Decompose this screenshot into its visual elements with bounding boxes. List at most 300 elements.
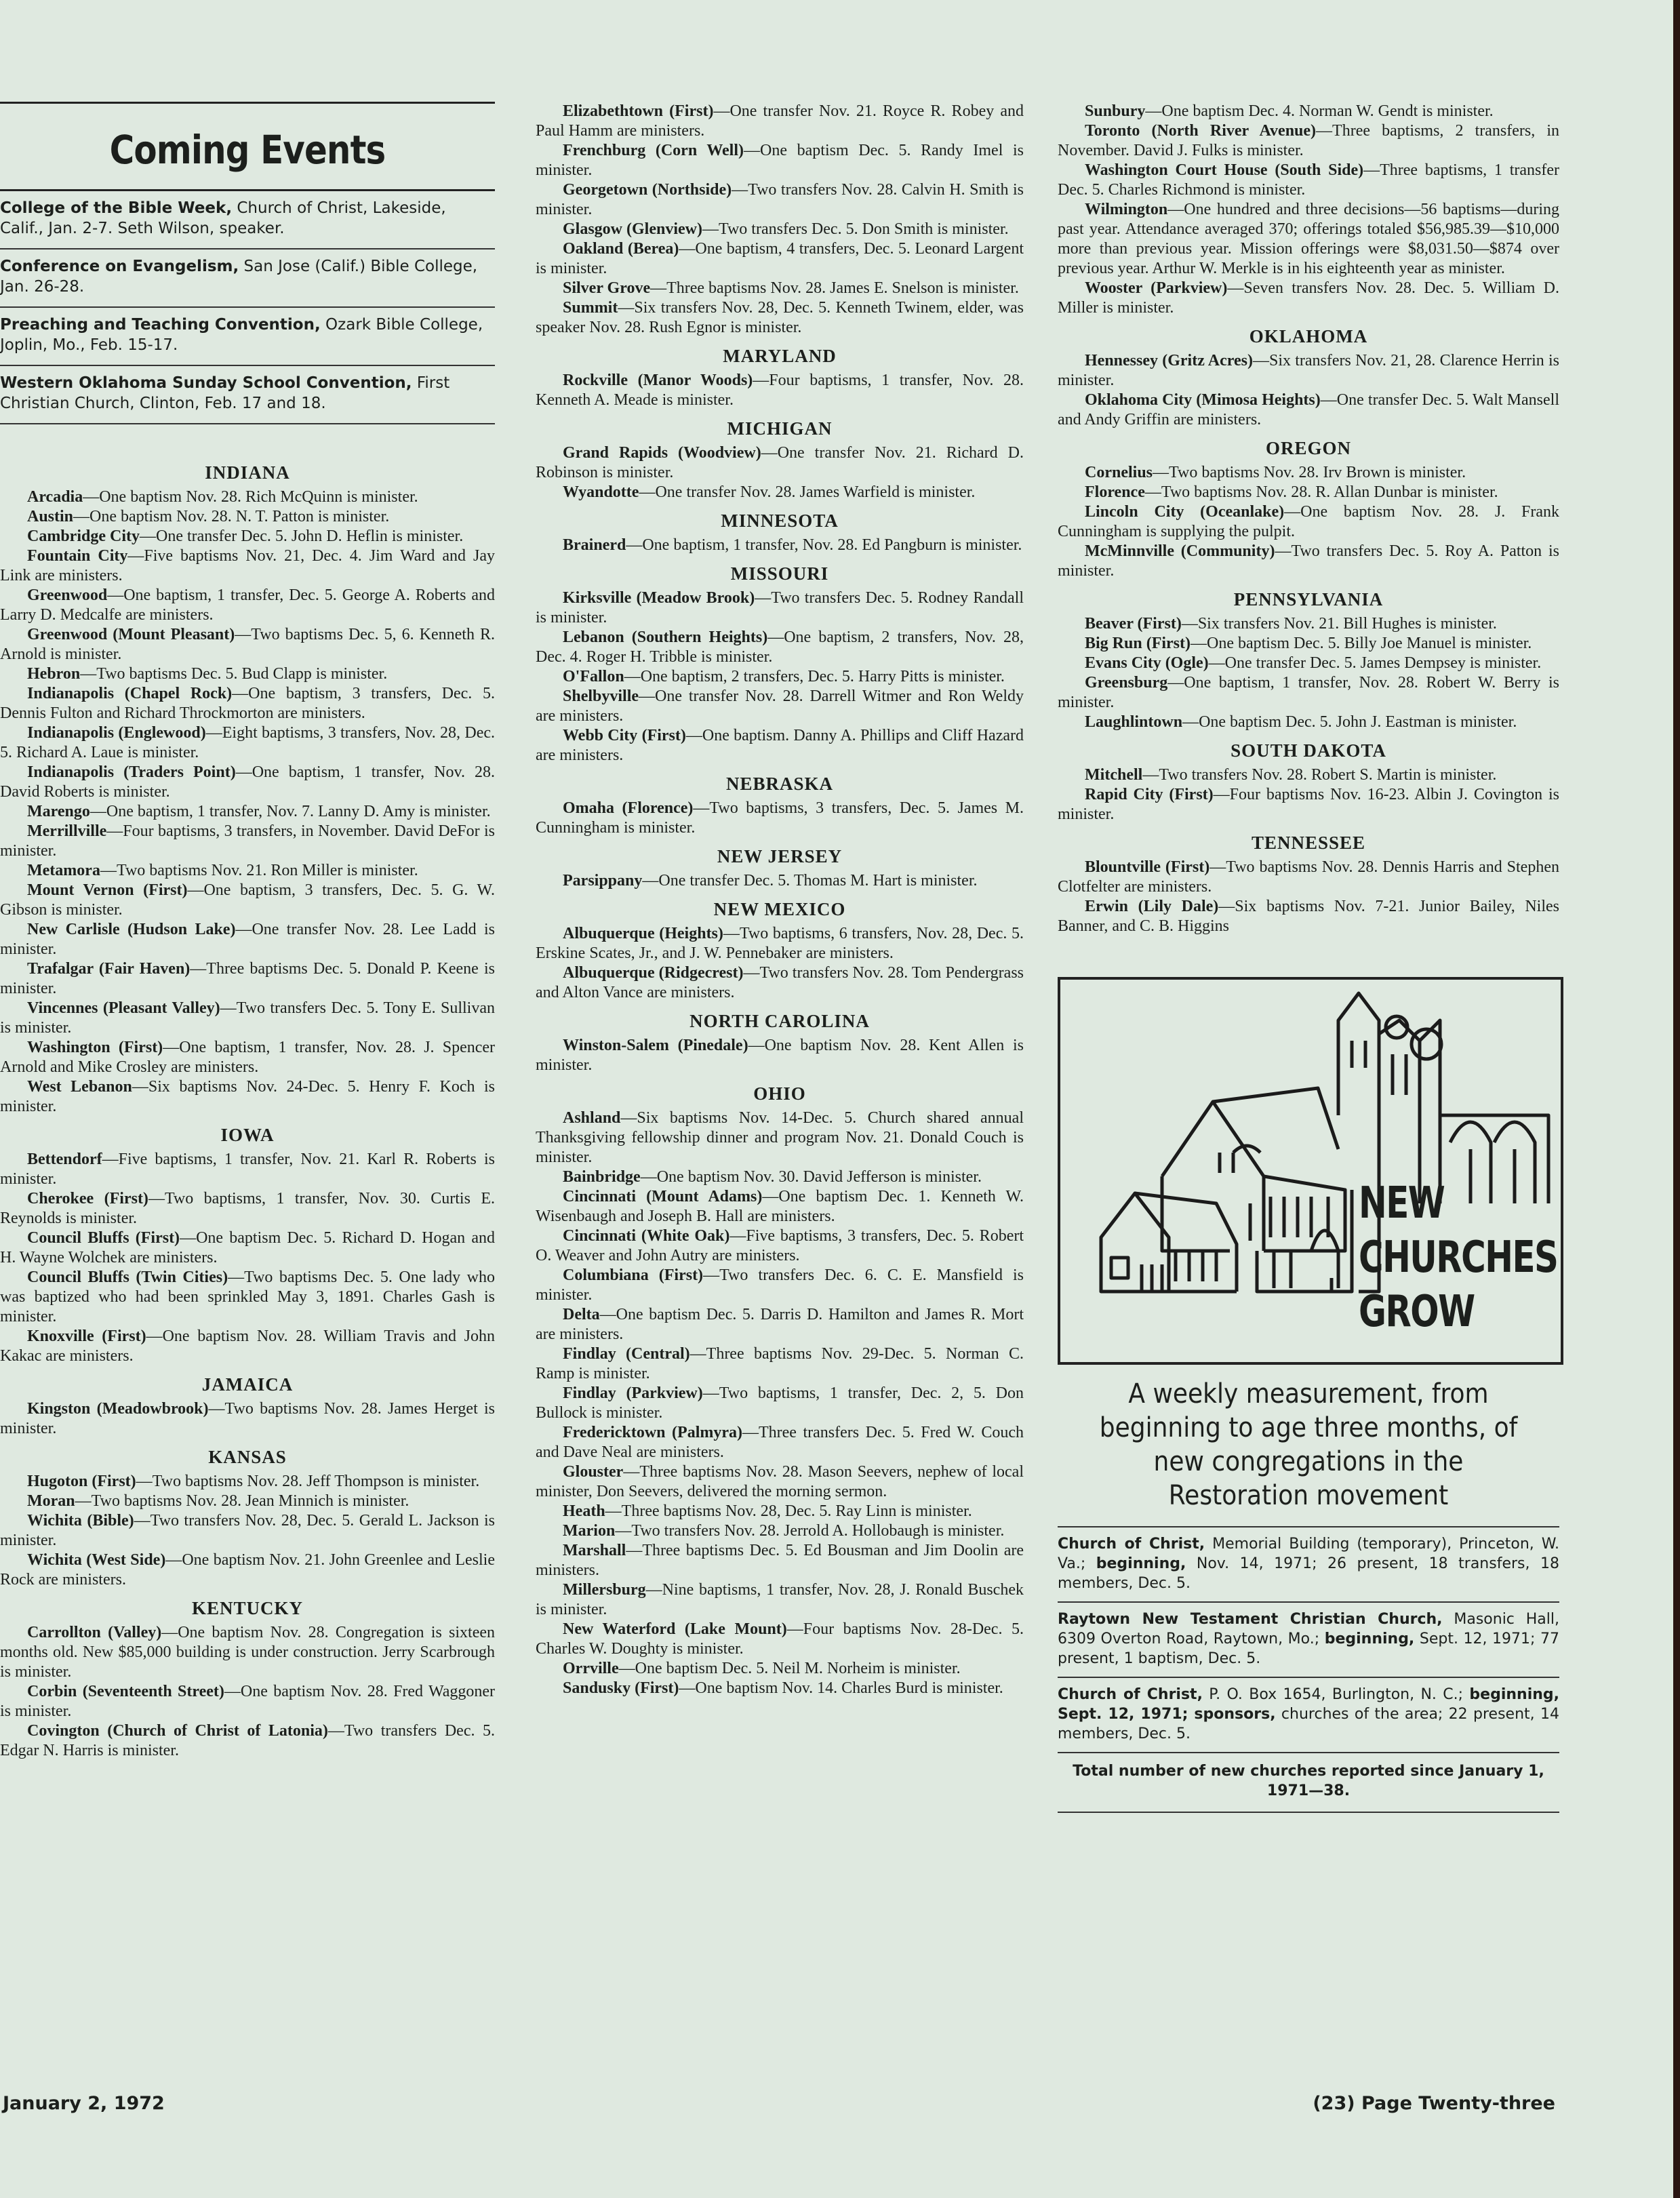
church-report-text: Two baptisms, 6 transfers, Nov. 28, Dec. 5. Erskine Scates, Jr., and J. W. Pennebaker are ministers. (536, 925, 1024, 962)
church-report-entry (1058, 614, 1559, 634)
state-heading: TENNESSEE (1251, 833, 1366, 853)
church-report-text: One baptism Nov. 30. David Jefferson is minister. (656, 1168, 982, 1186)
new-church-item (1058, 1677, 1559, 1752)
em-dash: — (786, 1620, 803, 1638)
em-dash: — (1144, 483, 1161, 501)
em-dash: — (165, 1551, 182, 1569)
church-report-text: Four baptisms Nov. 28-Dec. 5. Charles W. Doughty is minister. (536, 1620, 1024, 1658)
church-report-text: Two baptisms Dec. 5. Bud Clapp is minister. (96, 665, 388, 683)
church-name: Parsippany (563, 872, 643, 890)
em-dash: — (703, 1266, 720, 1284)
church-name: Wyandotte (563, 483, 639, 501)
em-dash: — (623, 1463, 640, 1481)
church-report-text: Five baptisms, 1 transfer, Nov. 21. Karl R. Roberts is minister. (0, 1151, 495, 1188)
church-report-text: Two transfers Dec. 5. Don Smith is minister. (718, 220, 1009, 238)
church-report-text: One baptism Dec. 5. Neil M. Norheim is minister. (635, 1660, 961, 1677)
church-name: Delta (563, 1306, 600, 1323)
state-heading: MICHIGAN (727, 418, 833, 439)
em-dash: — (1316, 122, 1333, 140)
em-dash: — (102, 1151, 119, 1168)
em-dash: — (642, 872, 659, 890)
church-report-text: One baptism Dec. 1. Kenneth W. Wisenbaugh and Joseph B. Hall are ministers. (536, 1188, 1024, 1225)
church-name: Mitchell (1085, 766, 1143, 784)
column-left (0, 102, 495, 1761)
church-report-entry (536, 239, 1024, 279)
church-name: Corbin (Seventeenth Street) (27, 1683, 224, 1700)
church-report-entry (0, 763, 495, 802)
church-report-entry (536, 726, 1024, 765)
church-report-entry (536, 1108, 1024, 1167)
church-name: Hebron (27, 665, 81, 683)
church-name: Bettendorf (27, 1151, 102, 1168)
column-middle (536, 102, 1024, 1698)
em-dash: — (615, 1522, 632, 1540)
church-report-entry (536, 687, 1024, 726)
em-dash: — (83, 488, 100, 506)
church-report-text: Two transfers Nov. 28. Calvin H. Smith is minister. (536, 181, 1024, 218)
coming-event-item (0, 249, 495, 308)
church-name: Rockville (Manor Woods) (563, 372, 753, 389)
church-report-text: Nine baptisms, 1 transfer, Nov. 28, J. Ronald Buschek is minister. (536, 1581, 1024, 1618)
coming-events-box (0, 102, 495, 424)
church-report-text: Two baptisms Nov. 28. Irv Brown is minister. (1169, 464, 1466, 481)
church-report-entry (0, 881, 495, 920)
church-report-text: Two baptisms Nov. 28. Dennis Harris and Stephen Clotfelter are ministers. (1058, 858, 1559, 896)
church-name: Webb City (First) (563, 727, 686, 744)
em-dash: — (713, 102, 730, 120)
church-report-entry (536, 1036, 1024, 1075)
em-dash: — (106, 822, 123, 840)
em-dash: — (1252, 352, 1269, 369)
church-report-entry (536, 1167, 1024, 1187)
church-report-entry (536, 536, 1024, 555)
em-dash: — (1191, 635, 1207, 652)
church-report-entry (0, 999, 495, 1038)
em-dash: — (679, 240, 696, 258)
church-report-text: Four baptisms, 3 transfers, in November. David DeFor is minister. (0, 822, 495, 860)
church-name: Rapid City (First) (1085, 786, 1214, 803)
church-report-text: One baptism, 2 transfers, Nov. 28, Dec. 4. Roger H. Tribble is minister. (536, 628, 1024, 666)
church-report-text: One baptism, 4 transfers, Dec. 5. Leonard Largent is minister. (536, 240, 1024, 277)
em-dash: — (73, 508, 90, 525)
em-dash: — (618, 1660, 635, 1677)
church-reports-column-3 (1058, 102, 1559, 936)
em-dash: — (163, 1039, 180, 1056)
page-edge (1673, 0, 1680, 2198)
church-report-entry (1058, 391, 1559, 430)
state-heading: NORTH CAROLINA (689, 1011, 870, 1031)
church-report-entry (1058, 858, 1559, 897)
church-report-text: Three baptisms Dec. 5. Donald P. Keene is minister. (0, 960, 495, 997)
church-report-entry (0, 586, 495, 625)
state-heading: OREGON (1265, 438, 1351, 458)
em-dash: — (624, 668, 641, 685)
church-name: Heath (563, 1502, 605, 1520)
state-heading: NEBRASKA (725, 774, 834, 794)
church-report-text: One baptism Dec. 5. Billy Joe Manuel is minister. (1207, 635, 1532, 652)
church-report-text: One transfer Nov. 21. Richard D. Robinson is minister. (536, 444, 1024, 481)
church-report-entry (0, 1721, 495, 1761)
church-name: Greenwood (Mount Pleasant) (27, 626, 235, 643)
em-dash: — (136, 1473, 153, 1490)
em-dash: — (639, 687, 656, 705)
church-name: Elizabethtown (First) (563, 102, 714, 120)
em-dash: — (679, 1679, 696, 1697)
church-report-entry (536, 1659, 1024, 1679)
state-heading: JAMAICA (201, 1374, 294, 1395)
church-name: Big Run (First) (1085, 635, 1191, 652)
church-report-text: Three baptisms Nov. 28. Mason Seevers, nephew of local minister, Don Seevers, delivered the morning sermon. (536, 1463, 1024, 1500)
church-name: Omaha (Florence) (563, 799, 694, 817)
em-dash: — (75, 1492, 92, 1510)
church-report-entry (536, 483, 1024, 502)
church-report-entry (1058, 351, 1559, 391)
church-name: Vincennes (Pleasant Valley) (27, 999, 220, 1017)
church-report-entry (1058, 463, 1559, 483)
church-report-text: Eight baptisms, 3 transfers, Nov. 28, Dec. 5. Richard A. Laue is minister. (0, 724, 495, 761)
church-name: Sandusky (First) (563, 1679, 679, 1697)
em-dash: — (235, 626, 252, 643)
church-reports-column-2 (536, 102, 1024, 1698)
church-report-entry (1058, 161, 1559, 200)
church-report-entry (536, 1521, 1024, 1541)
church-report-text: Six transfers Nov. 21, 28. Clarence Herrin is minister. (1058, 352, 1559, 389)
church-report-text: Two baptisms Dec. 5, 6. Kenneth R. Arnold is minister. (0, 626, 495, 663)
church-report-text: Two transfers Dec. 6. C. E. Mansfield is minister. (536, 1266, 1024, 1304)
church-report-entry (0, 1038, 495, 1077)
new-church-details: Nov. 14, 1971; 26 present, 18 transfers, 18 members, Dec. 5. (1058, 1555, 1559, 1592)
church-report-entry (536, 180, 1024, 220)
state-heading: OKLAHOMA (1249, 326, 1368, 346)
em-dash: — (685, 727, 702, 744)
em-dash: — (1213, 786, 1230, 803)
em-dash: — (1218, 898, 1235, 915)
footer-date: January 2, 1972 (3, 2093, 165, 2114)
state-heading: MARYLAND (723, 346, 837, 366)
church-name: Greensburg (1085, 674, 1168, 692)
church-name: West Lebanon (27, 1078, 132, 1096)
em-dash: — (702, 1384, 719, 1402)
em-dash: — (1320, 391, 1337, 409)
church-report-text: One baptism, 1 transfer, Nov. 28. David Roberts is minister. (0, 763, 495, 801)
church-report-entry (536, 298, 1024, 338)
em-dash: — (161, 1624, 178, 1641)
church-report-text: One baptism Nov. 28. N. T. Patton is minister. (89, 508, 390, 525)
church-name: Grand Rapids (Woodview) (563, 444, 761, 462)
church-report-text: Five baptisms, 3 transfers, Dec. 5. Robert O. Weaver and John Autry are ministers. (536, 1227, 1024, 1264)
church-report-text: One baptism. Danny A. Phillips and Cliff Hazard are ministers. (536, 727, 1024, 764)
church-name: Trafalgar (Fair Haven) (27, 960, 191, 978)
church-report-entry (0, 861, 495, 881)
church-name: Oakland (Berea) (563, 240, 679, 258)
church-name: Bainbridge (563, 1168, 641, 1186)
church-report-entry (536, 141, 1024, 180)
church-report-text: Two baptisms, 1 transfer, Nov. 30. Curtis E. Reynolds is minister. (0, 1190, 496, 1227)
church-name: Frenchburg (Corn Well) (563, 142, 744, 159)
church-name: Greenwood (27, 586, 108, 604)
church-name: Oklahoma City (Mimosa Heights) (1085, 391, 1321, 409)
church-report-entry (1058, 200, 1559, 279)
em-dash: — (1284, 503, 1301, 521)
church-report-entry (1058, 542, 1559, 581)
church-name: Moran (27, 1492, 75, 1510)
em-dash: — (753, 372, 769, 389)
coming-event-name: Conference on Evangelism, (0, 258, 239, 275)
column-right (1058, 102, 1559, 1813)
church-report-entry (536, 871, 1024, 891)
church-name: Cincinnati (Mount Adams) (563, 1188, 763, 1205)
state-heading: KANSAS (208, 1447, 287, 1467)
state-heading: NEW MEXICO (713, 899, 846, 919)
coming-event-details: Church of Christ, Lakeside, Calif., Jan. 2-7. Seth Wilson, speaker. (0, 199, 446, 237)
new-church-location: Memorial Building (temporary), Princeton, W. Va.; (1058, 1536, 1559, 1572)
church-name: Cherokee (First) (27, 1190, 148, 1207)
church-report-text: One hundred and three decisions—56 baptisms—during past year. Attendance averaged 370; offerings totaled $56,985.39—$10,000 more than previous year. Mission offerings were $8,031.50—$874 over previous year. Arthur W. Merkle is in his eighteenth year as minister. (1058, 201, 1559, 277)
em-dash: — (767, 628, 784, 646)
em-dash: — (1142, 766, 1159, 784)
new-church-name: Church of Christ, (1058, 1686, 1203, 1703)
church-name: Toronto (North River Avenue) (1085, 122, 1317, 140)
church-report-text: Two transfers Dec. 5. Rodney Randall is minister. (536, 589, 1024, 626)
coming-event-name: Preaching and Teaching Convention, (0, 316, 321, 334)
em-dash: — (132, 1078, 148, 1096)
church-report-entry (536, 1384, 1024, 1423)
new-church-location: Masonic Hall, 6309 Overton Road, Raytown, Mo.; (1058, 1611, 1559, 1647)
church-name: Lincoln City (Oceanlake) (1085, 503, 1285, 521)
em-dash: — (689, 1345, 706, 1363)
church-report-entry (0, 920, 495, 959)
church-name: Florence (1085, 483, 1145, 501)
coming-events-list (0, 191, 495, 424)
church-name: New Carlisle (Hudson Lake) (27, 921, 236, 938)
church-report-entry (0, 1511, 495, 1551)
church-report-text: One baptism, 1 transfer, Nov. 28. Robert W. Berry is minister. (1058, 674, 1559, 711)
church-report-text: One baptism Dec. 5. Richard D. Hogan and H. Wayne Wolchek are ministers. (0, 1229, 495, 1266)
em-dash: — (1363, 161, 1380, 179)
church-reports-column-1 (0, 462, 495, 1761)
em-dash: — (235, 921, 252, 938)
church-report-text: Six baptisms Nov. 7-21. Junior Bailey, Niles Banner, and C. B. Higgins (1058, 898, 1559, 935)
em-dash: — (1153, 464, 1169, 481)
church-name: Erwin (Lily Dale) (1085, 898, 1219, 915)
church-report-entry (536, 1620, 1024, 1659)
church-report-text: Six baptisms Nov. 24-Dec. 5. Henry F. Koch is minister. (0, 1078, 495, 1115)
church-name: Fountain City (27, 547, 128, 565)
church-report-text: Two baptisms Nov. 28. R. Allan Dunbar is minister. (1161, 483, 1498, 501)
state-heading: PENNSYLVANIA (1233, 589, 1384, 610)
em-dash: — (645, 1581, 662, 1599)
church-name: Austin (27, 508, 74, 525)
church-report-text: One baptism Dec. 5. John J. Eastman is minister. (1199, 713, 1517, 731)
coming-event-details: Ozark Bible College, Joplin, Mo., Feb. 15-17. (0, 316, 483, 354)
church-report-text: One baptism, 3 transfers, Dec. 5. Dennis Fulton and Richard Throckmorton are ministers. (0, 685, 495, 722)
state-heading: MISSOURI (730, 563, 829, 584)
new-church-name: Raytown New Testament Christian Church, (1058, 1611, 1443, 1628)
church-name: Glouster (563, 1463, 624, 1481)
church-name: Hennessey (Gritz Acres) (1085, 352, 1253, 369)
church-report-entry (1058, 102, 1559, 121)
em-dash: — (620, 1109, 637, 1127)
coming-event-name: Western Oklahoma Sunday School Convention, (0, 374, 412, 392)
em-dash: — (1182, 713, 1199, 731)
church-name: Beaver (First) (1085, 615, 1182, 633)
em-dash: — (729, 1227, 746, 1245)
church-report-entry (0, 1077, 495, 1117)
state-heading: IOWA (220, 1125, 275, 1145)
church-report-entry (0, 684, 495, 723)
church-report-entry (536, 102, 1024, 141)
church-report-text: Three baptisms, 1 transfer Dec. 5. Charles Richmond is minister. (1058, 161, 1559, 199)
church-report-text: Six baptisms Nov. 14-Dec. 5. Church shared annual Thanksgiving fellowship dinner and program Nov. 21. Donald Couch is minister. (536, 1109, 1024, 1166)
church-report-entry (1058, 897, 1559, 936)
new-churches-caption: A weekly measurement, from beginning to age three months, of new congregations in the Restoration movement (1099, 1378, 1518, 1511)
church-report-text: Three baptisms Nov. 28. James E. Snelson is minister. (666, 279, 1019, 297)
church-name: Laughlintown (1085, 713, 1183, 731)
church-report-entry (536, 1305, 1024, 1344)
church-report-entry (536, 220, 1024, 239)
church-name: Albuquerque (Heights) (563, 925, 723, 942)
church-report-entry (1058, 654, 1559, 673)
church-name: O'Fallon (563, 668, 624, 685)
church-report-entry (0, 527, 495, 546)
church-report-text: One baptism Nov. 21. John Greenlee and Leslie Rock are ministers. (0, 1551, 495, 1588)
state-heading: SOUTH DAKOTA (1231, 740, 1386, 761)
church-report-entry (0, 625, 495, 664)
church-name: Cambridge City (27, 527, 140, 545)
church-report-text: One baptism Dec. 5. Randy Imel is minister. (536, 142, 1024, 179)
church-name: Kirksville (Meadow Brook) (563, 589, 755, 607)
church-report-entry (0, 1399, 495, 1439)
church-report-entry (1058, 673, 1559, 713)
em-dash: — (180, 1229, 197, 1247)
em-dash: — (702, 220, 719, 238)
new-churches-illustration (1058, 977, 1563, 1365)
church-name: Albuquerque (Ridgecrest) (563, 964, 744, 982)
church-report-text: Five baptisms Nov. 21, Dec. 4. Jim Ward and Jay Link are ministers. (0, 547, 495, 584)
church-report-entry (0, 1150, 495, 1189)
em-dash: — (134, 1512, 151, 1530)
church-report-entry (0, 1228, 495, 1268)
em-dash: — (148, 1190, 165, 1207)
em-dash: — (232, 685, 249, 702)
church-report-text: Four baptisms Nov. 16-23. Albin J. Covington is minister. (1058, 786, 1560, 823)
church-name: Lebanon (Southern Heights) (563, 628, 768, 646)
church-name: Fredericktown (Palmyra) (563, 1424, 742, 1441)
em-dash: — (618, 299, 635, 317)
church-name: Columbiana (First) (563, 1266, 704, 1284)
church-report-text: One baptism, 2 transfers, Dec. 5. Harry Pitts is minister. (640, 668, 1005, 685)
church-report-entry (0, 1492, 495, 1511)
church-name: Hugoton (First) (27, 1473, 136, 1490)
church-report-text: Six transfers Nov. 28, Dec. 5. Kenneth Twinem, elder, was speaker Nov. 28. Rush Egnor is minister. (536, 299, 1024, 336)
church-report-text: One baptism Nov. 14. Charles Burd is minister. (695, 1679, 1003, 1697)
church-name: Blountville (First) (1085, 858, 1210, 876)
church-report-entry (536, 1423, 1024, 1462)
church-name: Marengo (27, 803, 90, 820)
church-report-entry (0, 664, 495, 684)
em-dash: — (89, 803, 106, 820)
church-name: Evans City (Ogle) (1085, 654, 1209, 672)
church-report-entry (1058, 502, 1559, 542)
em-dash: — (1181, 615, 1198, 633)
church-report-text: Two baptisms Nov. 21. Ron Miller is minister. (116, 862, 418, 879)
em-dash: — (1227, 279, 1244, 297)
church-report-entry (536, 443, 1024, 483)
church-report-text: One baptism Nov. 28. Rich McQuinn is minister. (99, 488, 418, 506)
church-report-entry (1058, 634, 1559, 654)
em-dash: — (228, 1268, 245, 1286)
church-name: Mount Vernon (First) (27, 881, 188, 899)
church-name: Millersburg (563, 1581, 646, 1599)
em-dash: — (650, 279, 667, 297)
church-name: New Waterford (Lake Mount) (563, 1620, 787, 1638)
church-report-entry (0, 487, 495, 507)
church-report-text: Three baptisms Dec. 5. Ed Bousman and Jim Doolin are ministers. (536, 1542, 1024, 1579)
church-report-text: One transfer Dec. 5. Walt Mansell and Andy Griffin are ministers. (1058, 391, 1560, 428)
church-report-text: Three baptisms Nov. 28, Dec. 5. Ray Linn is minister. (621, 1502, 972, 1520)
church-report-text: Three transfers Dec. 5. Fred W. Couch and Dave Neal are ministers. (536, 1424, 1024, 1461)
church-report-text: One baptism, 1 transfer, Nov. 28. Ed Pangburn is minister. (642, 536, 1022, 554)
coming-event-item (0, 308, 495, 366)
church-report-text: One transfer Nov. 28. Darrell Witmer and Ron Weldy are ministers. (536, 687, 1024, 725)
em-dash: — (327, 1722, 344, 1740)
church-name: Indianapolis (Chapel Rock) (27, 685, 233, 702)
em-dash: — (1275, 542, 1292, 560)
church-report-entry (0, 1551, 495, 1590)
church-report-entry (0, 546, 495, 586)
church-report-text: One baptism Nov. 28. Congregation is sixteen months old. New $85,000 building is under construction. Jerry Scarbrough is minister. (0, 1624, 495, 1681)
em-dash: — (1208, 654, 1225, 672)
church-report-text: Three baptisms, 2 transfers, in November. David J. Fulks is minister. (1058, 122, 1559, 159)
state-heading: NEW JERSEY (717, 846, 843, 866)
church-report-entry (536, 799, 1024, 838)
em-dash: — (146, 1327, 163, 1345)
em-dash: — (190, 960, 207, 978)
coming-event-item (0, 191, 495, 249)
church-report-entry (536, 371, 1024, 410)
state-heading: OHIO (753, 1083, 806, 1104)
church-report-text: Two baptisms Nov. 28. Jeff Thompson is minister. (152, 1473, 480, 1490)
church-report-text: Two baptisms Nov. 28. James Herget is minister. (0, 1400, 496, 1437)
footer-page-number: (23) Page Twenty-three (1313, 2093, 1555, 2114)
church-report-entry (536, 279, 1024, 298)
em-dash: — (205, 724, 222, 742)
church-name: Sunbury (1085, 102, 1146, 120)
em-dash: — (235, 763, 252, 781)
coming-event-item (0, 366, 495, 424)
church-report-text: One baptism Nov. 28. J. Frank Cunningham is supplying the pulpit. (1058, 503, 1559, 540)
em-dash: — (139, 527, 156, 545)
church-name: Wichita (Bible) (27, 1512, 134, 1530)
church-report-text: One baptism, 1 transfer, Dec. 5. George A. Roberts and Larry D. Medcalfe are ministers. (0, 586, 495, 624)
church-report-entry (536, 1541, 1024, 1580)
new-church-item (1058, 1601, 1559, 1677)
church-report-text: One baptism, 1 transfer, Nov. 28. J. Spencer Arnold and Mike Crosley are ministers. (0, 1039, 496, 1076)
church-name: Findlay (Parkview) (563, 1384, 703, 1402)
church-name: Glasgow (Glenview) (563, 220, 702, 238)
church-report-text: One baptism Dec. 5. Darris D. Hamilton and James R. Mort are ministers. (536, 1306, 1024, 1343)
em-dash: — (640, 1168, 657, 1186)
church-name: Council Bluffs (Twin Cities) (27, 1268, 228, 1286)
church-report-entry (0, 1682, 495, 1721)
church-name: Indianapolis (Englewood) (27, 724, 206, 742)
coming-event-details: First Christian Church, Clinton, Feb. 17 and 18. (0, 374, 450, 412)
church-name: Council Bluffs (First) (27, 1229, 180, 1247)
church-name: Findlay (Central) (563, 1345, 690, 1363)
church-name: Metamora (27, 862, 100, 879)
em-dash: — (761, 444, 778, 462)
church-report-entry (536, 588, 1024, 628)
